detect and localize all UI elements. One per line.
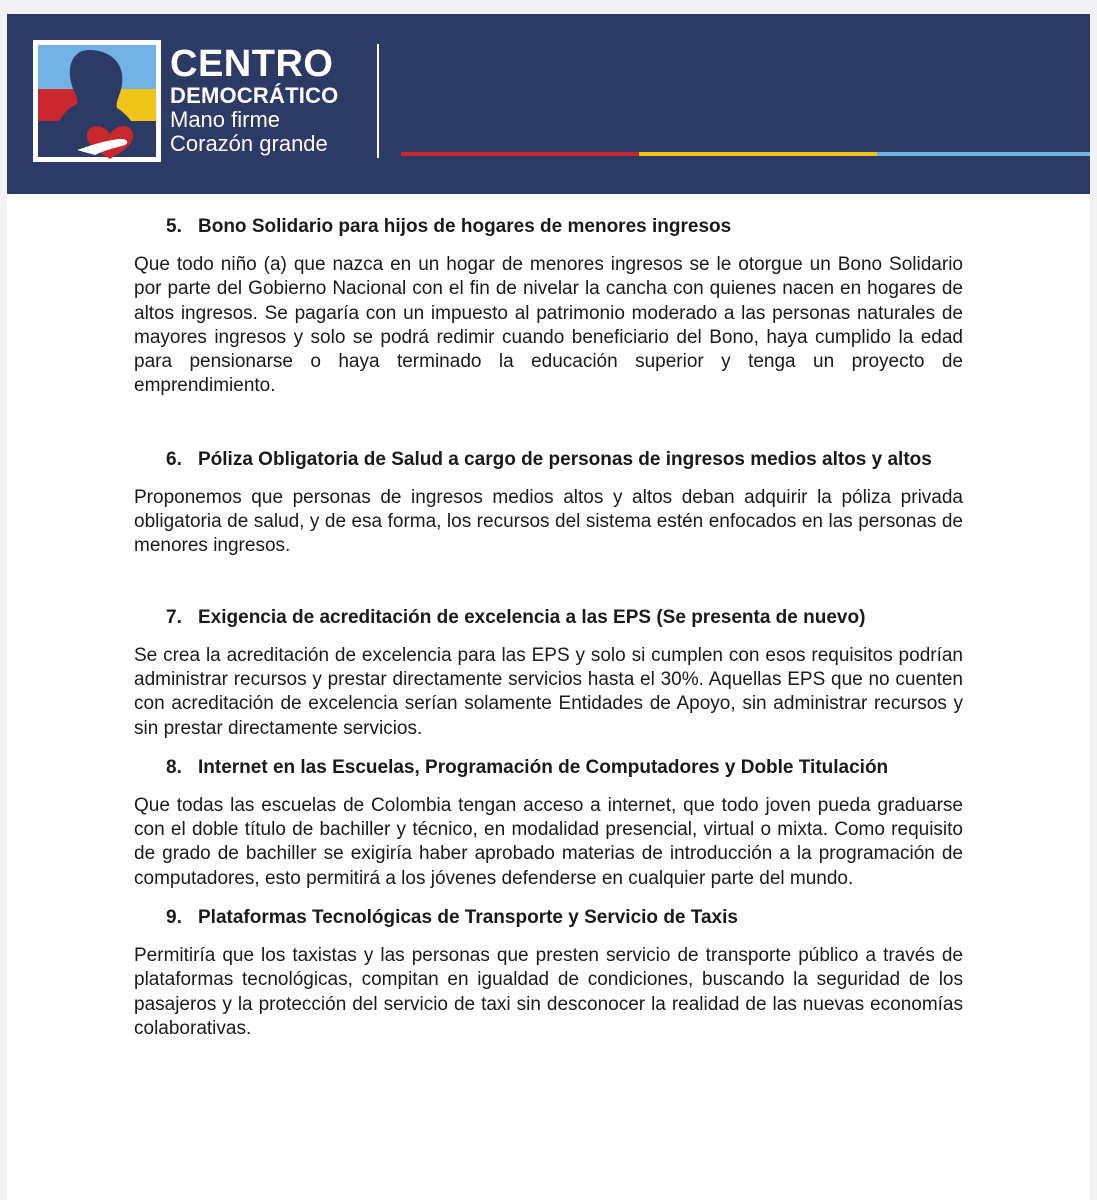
section-title: Internet en las Escuelas, Programación de Computadores y Doble Titulación (198, 756, 889, 778)
slogan-line1: Mano firme (170, 107, 281, 132)
document-body (134, 214, 963, 1041)
brand-name-line2: DEMOCRÁTICO (170, 83, 339, 108)
header-divider (377, 44, 379, 158)
section-heading (134, 905, 963, 931)
section-paragraph: Que todo niño (a) que nazca en un hogar de menores ingresos se le otorgue un Bono Solidario por parte del Gobierno Nacional con el fin de nivelar la cancha con quienes nacen en hogares de altos ingresos. Se pagaría con un impuesto al patrimonio moderado a las personas naturales de mayores ingresos y solo se podrá redimir cuando beneficiario del Bono, haya cumplido la edad para pensionarse o haya terminado la educación superior y tenga un proyecto de emprendimiento. (134, 254, 963, 397)
silhouette-with-heart-icon (31, 38, 163, 164)
document-page (7, 14, 1090, 1200)
section-paragraph: Que todas las escuelas de Colombia tengan acceso a internet, que todo joven pueda graduarse con el doble título de bachiller y técnico, en modalidad presencial, virtual o mixta. Como requisito de grado de bachiller se exigiría haber aprobado materias de introducción a la programación de computadores, esto permitirá a los jóvenes defenderse en cualquier parte del mundo. (134, 794, 963, 889)
slogan-line2: Corazón grande (170, 131, 328, 156)
section-title: Plataformas Tecnológicas de Transporte y Servicio de Taxis (198, 907, 738, 929)
section-title: Exigencia de acreditación de excelencia a las EPS (Se presenta de nuevo) (198, 606, 866, 628)
section-number: 5. (166, 216, 182, 237)
section-8 (134, 755, 963, 891)
section-7 (134, 605, 963, 741)
accent-stripe-yellow (639, 152, 877, 156)
brand-text (170, 44, 338, 156)
section-heading (134, 755, 963, 781)
section-number: 7. (166, 606, 182, 628)
section-number: 8. (166, 756, 182, 778)
section-title: Póliza Obligatoria de Salud a cargo de personas de ingresos medios altos y altos (198, 448, 932, 470)
section-title: Bono Solidario para hijos de hogares de menores ingresos (198, 216, 732, 237)
section-paragraph: Proponemos que personas de ingresos medios altos y altos deban adquirir la póliza privada obligatoria de salud, y de esa forma, los recursos del sistema estén enfocados en las personas de menores ingresos. (134, 486, 963, 557)
section-heading (134, 605, 963, 631)
accent-stripe-blue (877, 152, 1090, 156)
section-number: 6. (166, 448, 182, 470)
section-6 (134, 447, 963, 559)
brand-name-line1: CENTRO (170, 43, 334, 85)
section-9 (134, 905, 963, 1041)
section-heading (134, 447, 963, 473)
section-5 (134, 214, 963, 399)
letterhead (7, 14, 1090, 194)
section-heading (134, 214, 963, 240)
section-paragraph: Permitiría que los taxistas y las personas que presten servicio de transporte público a través de plataformas tecnológicas, compitan en igualdad de condiciones, buscando la seguridad de los pasajeros y la protección del servicio de taxi sin desconocer la realidad de las nuevas economías colaborativas. (134, 945, 963, 1039)
section-paragraph: Se crea la acreditación de excelencia para las EPS y solo si cumplen con esos requisitos podrían administrar recursos y prestar directamente servicios hasta el 30%. Aquellas EPS que no cuenten con acreditación de excelencia serían solamente Entidades de Apoyo, sin administrar recursos y sin prestar directamente servicios. (134, 644, 963, 739)
accent-stripe-red (401, 152, 639, 156)
section-number: 9. (166, 907, 182, 929)
